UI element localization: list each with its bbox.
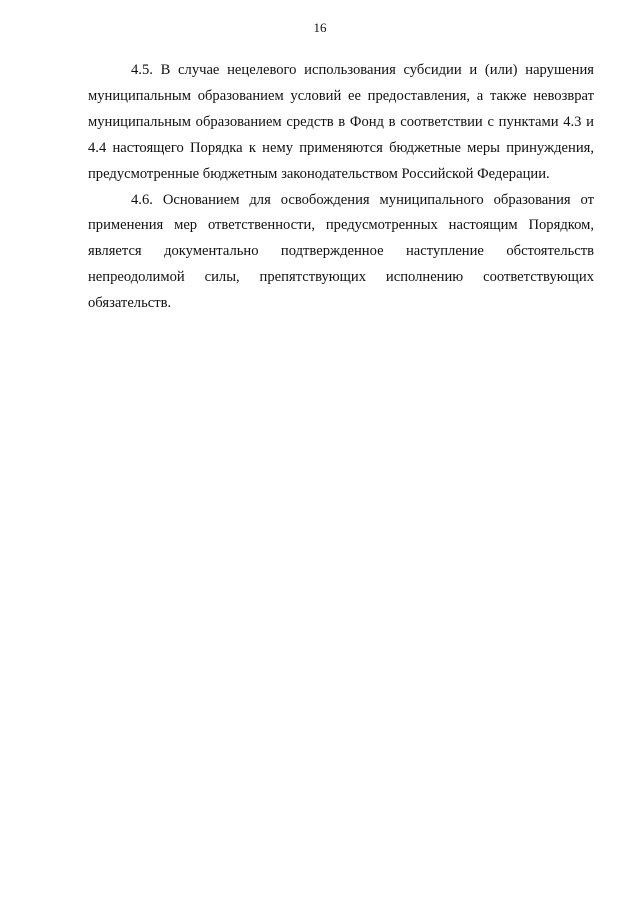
paragraph-4-5: 4.5. В случае нецелевого использования субсидии и (или) нарушения муниципальным образованием условий ее предоставления, а также невозврат муниципальным образованием средств в Фонд в соответствии с пунктами 4.3 и 4.4 настоящего Порядка к нему применяются бюджетные меры принуждения, предусмотренные бюджетным законодательством Российской Федерации. <box>88 62 594 182</box>
paragraph-4-6: 4.6. Основанием для освобождения муниципального образования от применения мер ответственности, предусмотренных настоящим Порядком, является документально подтвержденное наступление обстоятельств непреодолимой силы, препятствующих исполнению соответствующих обязательств. <box>88 191 594 312</box>
page-number: 16 <box>313 20 327 35</box>
document-body <box>88 58 594 317</box>
